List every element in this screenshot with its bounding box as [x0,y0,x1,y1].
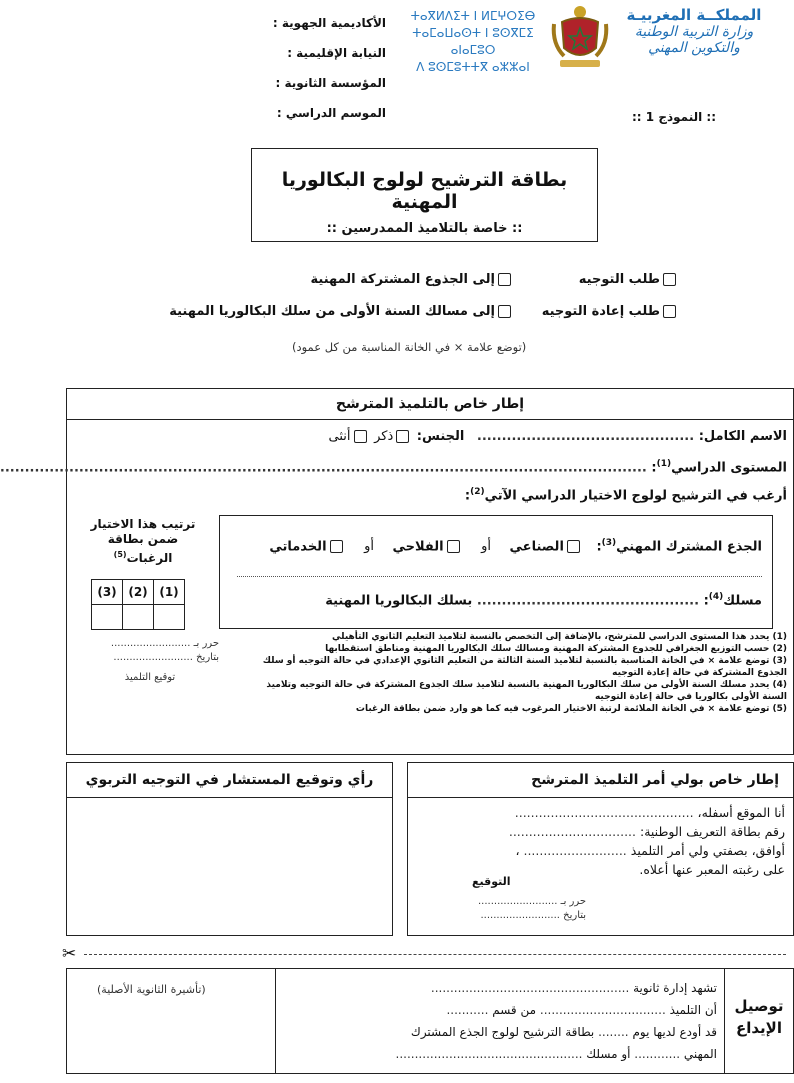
stamp-divider [275,969,276,1073]
school-year-label: الموسم الدراسي : [276,106,386,120]
student-written-in[interactable]: حرر بـ ......................... [110,638,219,649]
level-field[interactable]: ................................................................................................................................... [0,460,647,476]
industrial-label: الصناعي [509,539,564,555]
admin-lines [246,8,386,128]
rank-cell-2[interactable] [123,605,154,630]
track-label: مسلك [723,593,762,609]
guardian-line-3[interactable]: أوافق، بصفتي ولي أمر التلميذ .......................... ، [515,843,785,858]
wish-ref: (2) [470,487,485,497]
tifinagh-header [398,8,548,76]
footnote-3: (3) توضع علامة × في الخانة المناسبة بالنسبة لتلاميذ السنة الثالثة من التعليم الثانوي الإعدادي في حالة التوجيه أو سلك الجذوع المشتركة في حالة إعادة التوجيه [262,656,787,678]
guardian-dated[interactable]: بتاريخ ......................... [480,910,587,921]
level-row: المستوى الدراسي$^{(1)}$: ................................................................................................................................... [0,459,787,476]
male-checkbox[interactable] [396,430,409,443]
academy-label: الأكاديمية الجهوية : [272,16,386,30]
agricultural-label: الفلاحي [392,539,444,555]
guardian-written-in[interactable]: حرر بـ ......................... [478,896,587,907]
reorientation-checkbox[interactable] [663,305,676,318]
rank-title: ترتيب هذا الاختيار ضمن بطاقة الرغبات$^{(5)}$ [90,517,196,565]
guardian-signature-label: التوقيع [472,875,511,888]
cut-line [84,954,786,955]
model-number: :: النموذج 1 :: [632,110,716,124]
rank-table [91,579,185,630]
wish-label: أرغب في الترشيح لولوج الاختيار الدراسي الآتي [484,488,787,504]
agricultural-checkbox[interactable] [447,540,460,553]
choice-divider [237,576,762,577]
fullname-field[interactable]: ............................................ [476,429,695,444]
footnotes [239,631,787,715]
fullname-label: الاسم الكامل: [698,429,787,444]
core-label: الجذع المشترك المهني [616,539,762,555]
footnote-4: (4) يحدد مسلك السنة الأولى من سلك البكالوريا المهنية بالنسبة لتلاميذ سلك الجذوع المشتركة في حالة التوجيه وتلاميذ السنة الأولى بكالوريا في حالة إعادة التوجيه [266,680,787,702]
receipt-line-1[interactable]: تشهد إدارة ثانوية .................................................... [430,981,717,995]
counselor-section [66,762,393,936]
footnote-5: (5) توضع علامة × في الخانة الملائمة لرتبة الاختيار المرغوب فيه كما هو وارد ضمن بطاقة الرغبات [355,704,787,714]
wish-row: أرغب في الترشيح لولوج الاختيار الدراسي الآتي$^{(2)}$: [464,487,787,504]
receipt-title-cell [724,969,793,1073]
rank-col-1: (1) [154,580,185,605]
core-ref: (3) [601,538,617,548]
student-dated[interactable]: بتاريخ ......................... [113,652,219,663]
or-label-1: أو [481,539,491,555]
scissors-icon: ✂ [62,944,77,964]
receipt-line-3[interactable]: قد أودع لديها يوم ........ بطاقة الترشيح لولوج الجذع المشترك [410,1025,717,1039]
student-date-block [81,637,219,685]
track-row: مسلك$^{(4)}$: ............................................. بسلك البكالوريا المهنية [325,592,762,609]
orientation-checkbox[interactable] [663,273,676,286]
receipt-line-2[interactable]: أن التلميذ ................................. من قسم ........... [446,1003,717,1017]
tifinagh-line-1: ⵜⴰⴳⵍⴷⵉⵜ ⵏ ⵍⵎⵖⵔⵉⴱ [410,9,536,23]
tifinagh-line-2: ⵜⴰⵎⴰⵡⴰⵙⵜ ⵏ ⵓⵙⴳⵎⵉ ⴰⵏⴰⵎⵓⵔ [412,26,534,57]
rank-ref: (5) [113,550,127,559]
services-checkbox[interactable] [330,540,343,553]
receipt-section [66,968,794,1074]
choice-box [219,515,773,629]
receipt-line-4[interactable]: المهني ............ أو مسلك ................................................. [395,1047,717,1061]
coat-of-arms-emblem [550,4,610,70]
student-signature-label: توقيع التلميذ [124,672,176,683]
or-label-2: أو [364,539,374,555]
guardian-section-title: إطار خاص بولي أمر التلميذ المترشح [531,772,779,788]
orientation-option[interactable]: طلب التوجيه [579,272,679,287]
female-label: أنثى [328,429,351,444]
female-checkbox[interactable] [354,430,367,443]
request-note: (توضع علامة × في الخانة المناسبة من كل عمود) [292,340,527,354]
gender-label: الجنس: [416,429,465,444]
common-core-checkbox[interactable] [498,273,511,286]
student-section [0,388,794,755]
core-row: الجذع المشترك المهني$^{(3)}$: الصناعي أو الفلاحي أو الخدماتي [269,538,762,555]
guardian-section [407,762,794,936]
rank-col-2: (2) [123,580,154,605]
receipt-title-line1: توصيل [734,997,784,1015]
services-label: الخدماتي [269,539,327,555]
receipt-lines [285,977,717,1065]
male-label: ذكر [374,429,394,444]
student-section-title: إطار خاص بالتلميذ المترشح [335,396,525,412]
rank-cell-3[interactable] [92,605,123,630]
form-subtitle: :: خاصة بالتلاميذ الممدرسين :: [326,221,523,236]
track-ref: (4) [708,592,724,602]
track-field[interactable]: ............................................. [476,593,700,609]
guardian-line-2[interactable]: رقم بطاقة التعريف الوطنية: ................................ [508,824,785,839]
guardian-date-block [478,895,586,923]
rank-cell-1[interactable] [154,605,185,630]
track-suffix: بسلك البكالوريا المهنية [325,593,473,609]
guardian-lines [415,803,785,879]
common-core-option[interactable]: إلى الجذوع المشتركة المهنية [311,272,515,287]
level-label: المستوى الدراسي [671,460,787,476]
school-label: المؤسسة الثانوية : [275,76,386,90]
ministry-line1: وزارة التربية الوطنية [634,24,754,40]
ministry-line2: والتكوين المهني [648,40,740,56]
counselor-opinion-area[interactable] [67,798,392,935]
guardian-line-4: على رغبته المعبر عنها أعلاه. [639,862,785,877]
first-year-checkbox[interactable] [498,305,511,318]
footnote-1: (1) يحدد هذا المستوى الدراسي للمترشح، بالإضافة إلى التخصص بالنسبة لتلاميذ التعليم الثانوي التأهيلي [332,632,787,642]
industrial-checkbox[interactable] [567,540,580,553]
kingdom-name: المملكــة المغربيـة [626,6,762,24]
footnote-2: (2) حسب التوزيع الجغرافي للجذوع المشتركة المهنية ومسالك سلك البكالوريا المهنية ومناطق استقطابها [325,644,787,654]
counselor-section-title: رأي وتوقيع المستشار في التوجيه التربوي [85,772,374,788]
delegation-label: النيابة الإقليمية : [287,46,386,60]
receipt-title-line2: الإيداع [736,1019,782,1037]
reorientation-option[interactable]: طلب إعادة التوجيه [542,304,679,319]
first-year-option[interactable]: إلى مسالك السنة الأولى من سلك البكالوريا المهنية [169,304,514,319]
guardian-line-1[interactable]: أنا الموقع أسفله، ............................................. [514,805,785,820]
form-title: بطاقة الترشيح لولوج البكالوريا المهنية [281,169,568,213]
kingdom-header [614,6,774,56]
level-ref: (1) [656,459,672,469]
fullname-row [77,429,787,444]
title-box [251,148,598,242]
school-stamp-label: (تأشيرة الثانوية الأصلية) [97,983,206,996]
tifinagh-line-3: ⴷ ⵓⵙⵎⵓⵜⵜⴳ ⴰⵣⵣⴰⵏ [416,60,530,74]
rank-col-3: (3) [92,580,123,605]
